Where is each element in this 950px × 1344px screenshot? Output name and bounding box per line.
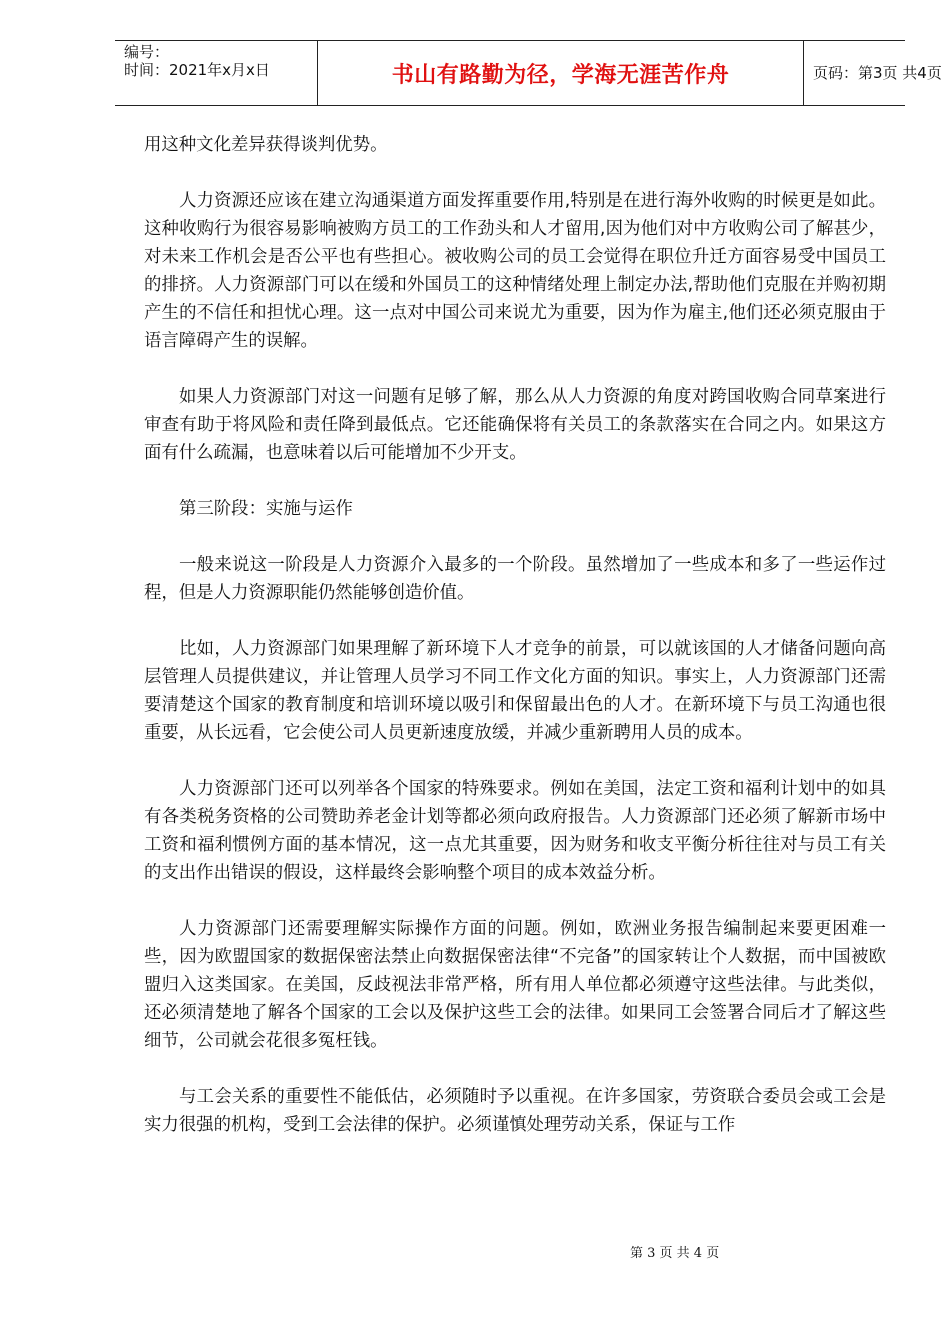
- paragraph-continuation: 用这种文化差异获得谈判优势。: [144, 135, 388, 155]
- document-body: [144, 131, 886, 1167]
- serial-number-label: 编号：: [124, 43, 170, 61]
- paragraph: 人力资源部门还需要理解实际操作方面的问题。例如，欧洲业务报告编制起来要更困难一些，因为欧盟国家的数据保密法禁止向数据保密法律“不完备”的国家转让个人数据，而中国被欧盟归入这类国家。在美国，反歧视法非常严格，所有用人单位都必须遵守这些法律。与此类似，还必须清楚地了解各个国家的工会以及保护这些工会的法律。如果同工会签署合同后才了解这些细节，公司就会花很多冤枉钱。: [144, 919, 886, 1051]
- header-motto-cell: [317, 41, 804, 105]
- page-header: [115, 40, 942, 106]
- paragraph: 比如，人力资源部门如果理解了新环境下人才竞争的前景，可以就该国的人才储备问题向高层管理人员提供建议，并让管理人员学习不同工作文化方面的知识。事实上，人力资源部门还需要清楚这个国家的教育制度和培训环境以吸引和保留最出色的人才。在新环境下与员工沟通也很重要，从长远看，它会使公司人员更新速度放缓，并减少重新聘用人员的成本。: [144, 639, 886, 743]
- section-heading: 第三阶段：实施与运作: [179, 499, 353, 519]
- paragraph: 与工会关系的重要性不能低估，必须随时予以重视。在许多国家，劳资联合委员会或工会是实力很强的机构，受到工会法律的保护。必须谨慎处理劳动关系，保证与工作: [144, 1087, 886, 1135]
- date-label: 时间：2021年x月x日: [124, 61, 270, 79]
- header-motto: 书山有路勤为径，学海无涯苦作舟: [391, 63, 730, 88]
- header-page-cell: [804, 41, 942, 105]
- paragraph: 如果人力资源部门对这一问题有足够了解，那么从人力资源的角度对跨国收购合同草案进行审查有助于将风险和责任降到最低点。它还能确保将有关员工的条款落实在合同之内。如果这方面有什么疏漏，也意味着以后可能增加不少开支。: [144, 387, 886, 463]
- header-meta-cell: [115, 41, 317, 105]
- paragraph: 人力资源还应该在建立沟通渠道方面发挥重要作用,特别是在进行海外收购的时候更是如此。这种收购行为很容易影响被购方员工的工作劲头和人才留用,因为他们对中方收购公司了解甚少，对未来工作机会是否公平也有些担心。被收购公司的员工会觉得在职位升迁方面容易受中国员工的排挤。人力资源部门可以在缓和外国员工的这种情绪处理上制定办法,帮助他们克服在并购初期产生的不信任和担忧心理。这一点对中国公司来说尤为重要，因为作为雇主,他们还必须克服由于语言障碍产生的误解。: [144, 191, 886, 351]
- header-page-info: 页码：第3页 共4页: [813, 64, 942, 82]
- paragraph: 人力资源部门还可以列举各个国家的特殊要求。例如在美国，法定工资和福利计划中的如具有各类税务资格的公司赞助养老金计划等都必须向政府报告。人力资源部门还必须了解新市场中工资和福利惯例方面的基本情况，这一点尤其重要，因为财务和收支平衡分析往往对与员工有关的支出作出错误的假设，这样最终会影响整个项目的成本效益分析。: [144, 779, 886, 883]
- page-footer: 第 3 页 共 4 页: [630, 1246, 720, 1261]
- paragraph: 一般来说这一阶段是人力资源介入最多的一个阶段。虽然增加了一些成本和多了一些运作过程，但是人力资源职能仍然能够创造价值。: [144, 555, 886, 603]
